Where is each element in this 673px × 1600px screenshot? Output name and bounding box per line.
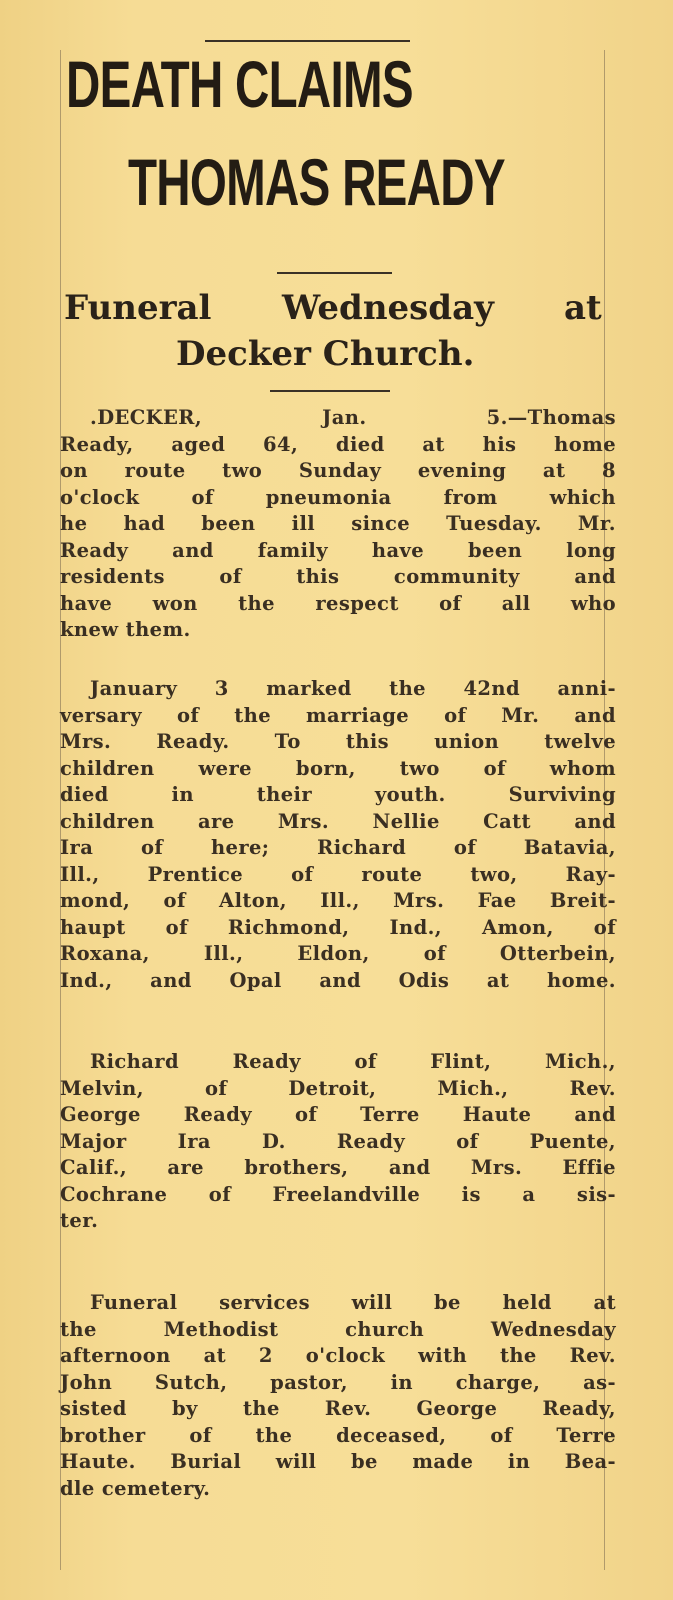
subheadline-word: Funeral xyxy=(64,288,212,328)
subheadline-line-2: Decker Church. xyxy=(176,334,475,374)
text-line: dle cemetery. xyxy=(60,1476,211,1500)
headline-line-2: THOMAS READY xyxy=(128,145,505,219)
text-line: have won the respect of all who xyxy=(60,591,616,615)
text-line: Major Ira D. Ready of Puente, xyxy=(60,1129,616,1153)
text-line: o'clock of pneumonia from which xyxy=(60,485,616,509)
text-line: the Methodist church Wednesday xyxy=(60,1317,616,1341)
headline-line-1: DEATH CLAIMS xyxy=(66,47,413,121)
text-line: Haute. Burial will be made in Bea- xyxy=(60,1450,616,1473)
text-line: John Sutch, pastor, in charge, as- xyxy=(60,1370,616,1394)
text-line: sisted by the Rev. George Ready, xyxy=(60,1397,616,1420)
text-line: afternoon at 2 o'clock with the Rev. xyxy=(60,1344,616,1367)
text-line: Ind., and Opal and Odis at home. xyxy=(60,968,616,992)
paragraph-3 xyxy=(60,1049,616,1235)
text-line: died in their youth. Surviving xyxy=(60,783,616,806)
text-line: residents of this community and xyxy=(60,565,616,588)
subheadline-word: Wednesday xyxy=(282,288,494,328)
paragraph-1 xyxy=(60,405,616,644)
text-line: .DECKER, Jan. 5.—Thomas xyxy=(90,406,616,429)
divider-rule xyxy=(270,390,390,392)
text-line: Roxana, Ill., Eldon, of Otterbein, xyxy=(60,942,616,965)
text-line: Ill., Prentice of route two, Ray- xyxy=(60,862,616,886)
text-line: Ira of here; Richard of Batavia, xyxy=(60,836,616,859)
text-line: Melvin, of Detroit, Mich., Rev. xyxy=(60,1076,616,1100)
text-line: haupt of Richmond, Ind., Amon, of xyxy=(60,915,616,939)
text-line: January 3 marked the 42nd anni- xyxy=(90,677,616,700)
text-line: versary of the marriage of Mr. and xyxy=(60,703,616,727)
text-line: knew them. xyxy=(60,618,191,641)
divider-rule xyxy=(277,272,392,274)
text-line: mond, of Alton, Ill., Mrs. Fae Breit- xyxy=(60,889,616,912)
text-line: he had been ill since Tuesday. Mr. xyxy=(60,512,616,535)
text-line: Ready, aged 64, died at his home xyxy=(60,432,616,456)
text-line: ter. xyxy=(60,1209,99,1232)
text-line: children are Mrs. Nellie Catt and xyxy=(60,809,616,833)
paragraph-2 xyxy=(60,676,616,994)
text-line: Richard Ready of Flint, Mich., xyxy=(90,1050,616,1073)
text-line: children were born, two of whom xyxy=(60,756,616,780)
top-rule xyxy=(205,40,410,42)
text-line: Mrs. Ready. To this union twelve xyxy=(60,730,616,753)
text-line: Cochrane of Freelandville is a sis- xyxy=(60,1182,616,1206)
text-line: Funeral services will be held at xyxy=(90,1291,616,1314)
text-line: Ready and family have been long xyxy=(60,538,616,562)
text-line: George Ready of Terre Haute and xyxy=(60,1103,616,1126)
text-line: on route two Sunday evening at 8 xyxy=(60,459,616,482)
subheadline-word: at xyxy=(564,288,602,328)
text-line: Calif., are brothers, and Mrs. Effie xyxy=(60,1156,616,1179)
text-line: brother of the deceased, of Terre xyxy=(60,1423,616,1447)
paragraph-4 xyxy=(60,1290,616,1502)
